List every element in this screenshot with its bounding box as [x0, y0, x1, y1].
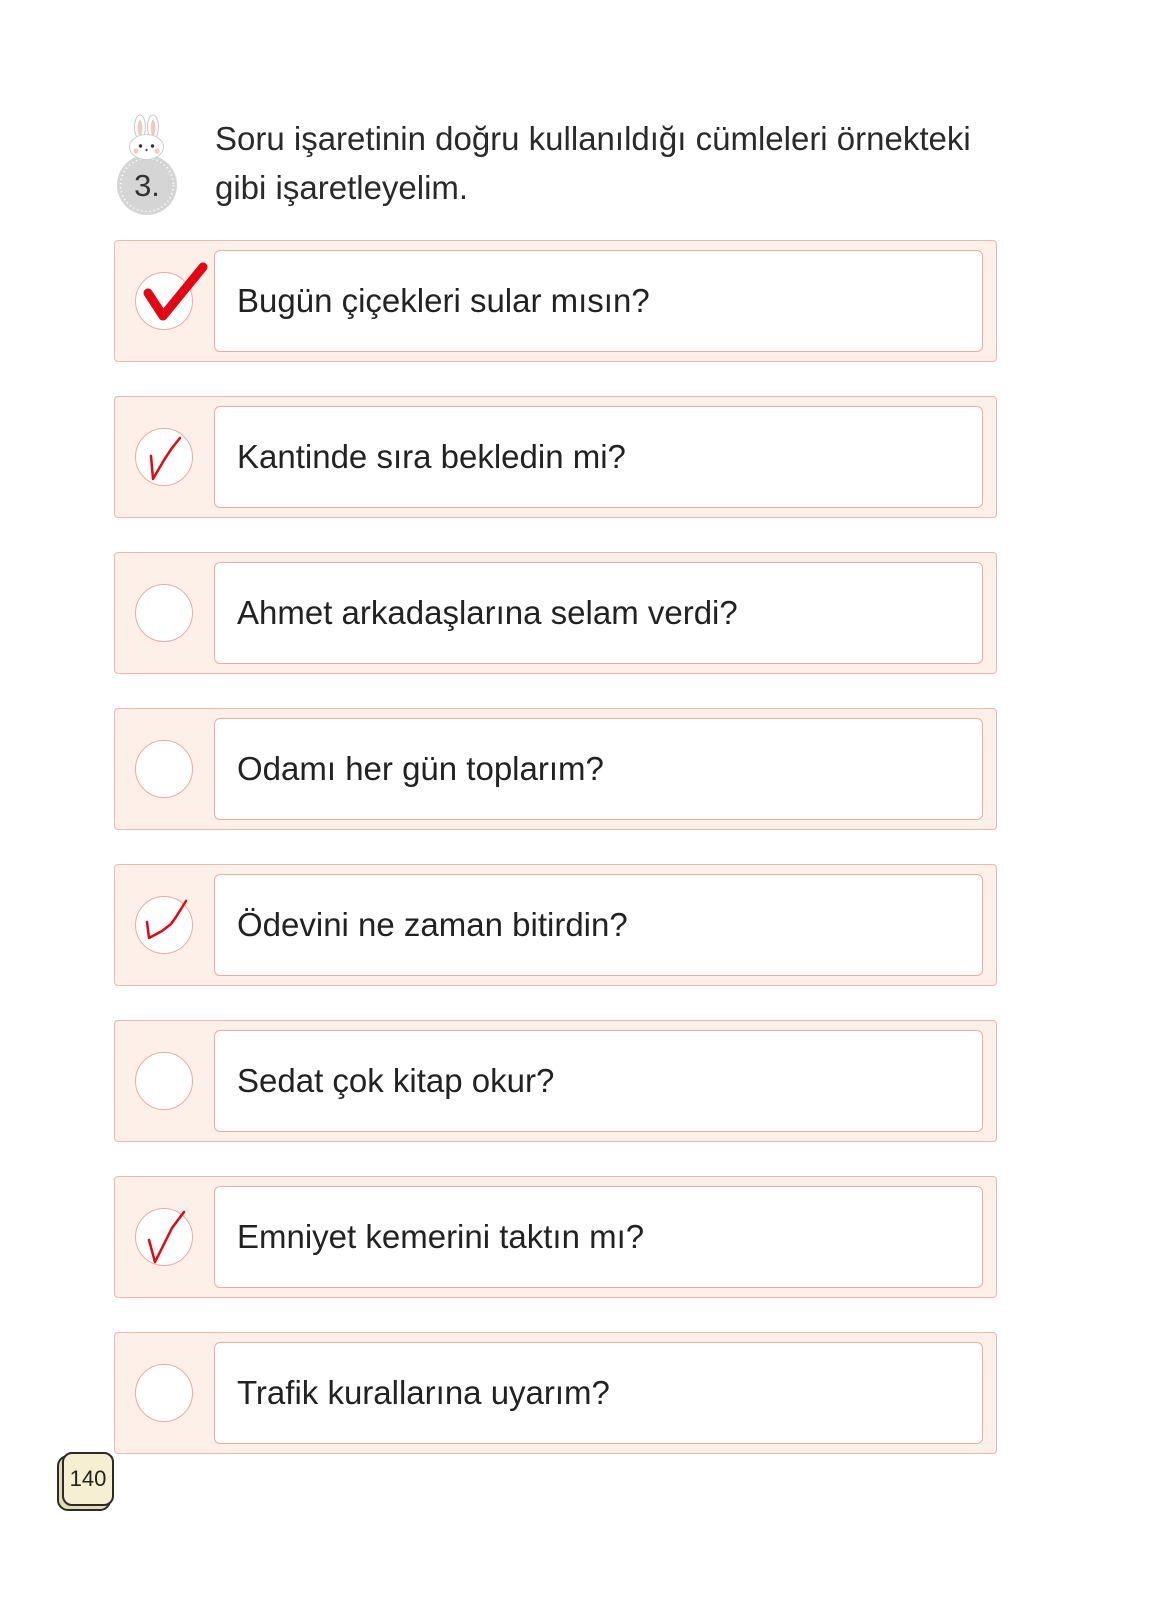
sentence-text: Sedat çok kitap okur?: [237, 1062, 555, 1099]
sentence-text: Ahmet arkadaşlarına selam verdi?: [237, 594, 738, 631]
sentence-box: [214, 406, 983, 508]
answer-checkbox[interactable]: [135, 1208, 193, 1266]
sentence-box: [214, 1186, 983, 1288]
sentence-box: [214, 718, 983, 820]
sentence-box: [214, 1030, 983, 1132]
answer-checkbox[interactable]: [135, 1364, 193, 1422]
answer-checkbox[interactable]: [135, 428, 193, 486]
option-row: [114, 240, 997, 362]
instruction-line-2: gibi işaretleyelim.: [215, 169, 469, 206]
sentence-text: Trafik kurallarına uyarım?: [237, 1374, 610, 1411]
answer-checkbox[interactable]: [135, 584, 193, 642]
sentence-text: Kantinde sıra bekledin mi?: [237, 438, 626, 475]
option-row: [114, 864, 997, 986]
sentence-box: [214, 874, 983, 976]
option-row: [114, 1176, 997, 1298]
sentence-text: Ödevini ne zaman bitirdin?: [237, 906, 628, 943]
sentence-text: Bugün çiçekleri sular mısın?: [237, 282, 650, 319]
sentence-box: [214, 250, 983, 352]
option-row: [114, 552, 997, 674]
option-row: [114, 1020, 997, 1142]
question-number: 3.: [134, 168, 160, 203]
page-number: 140: [62, 1452, 114, 1506]
instruction-line-1: Soru işaretinin doğru kullanıldığı cümleleri örnekteki: [215, 120, 971, 157]
sentence-box: [214, 562, 983, 664]
options-list: [114, 240, 997, 1454]
instruction-text: [215, 114, 971, 212]
option-row: [114, 708, 997, 830]
option-row: [114, 1332, 997, 1454]
answer-checkbox[interactable]: [135, 896, 193, 954]
option-row: [114, 396, 997, 518]
answer-checkbox[interactable]: [135, 272, 193, 330]
answer-checkbox[interactable]: [135, 740, 193, 798]
sentence-box: [214, 1342, 983, 1444]
sentence-text: Odamı her gün toplarım?: [237, 750, 604, 787]
sentence-text: Emniyet kemerini taktın mı?: [237, 1218, 645, 1255]
answer-checkbox[interactable]: [135, 1052, 193, 1110]
